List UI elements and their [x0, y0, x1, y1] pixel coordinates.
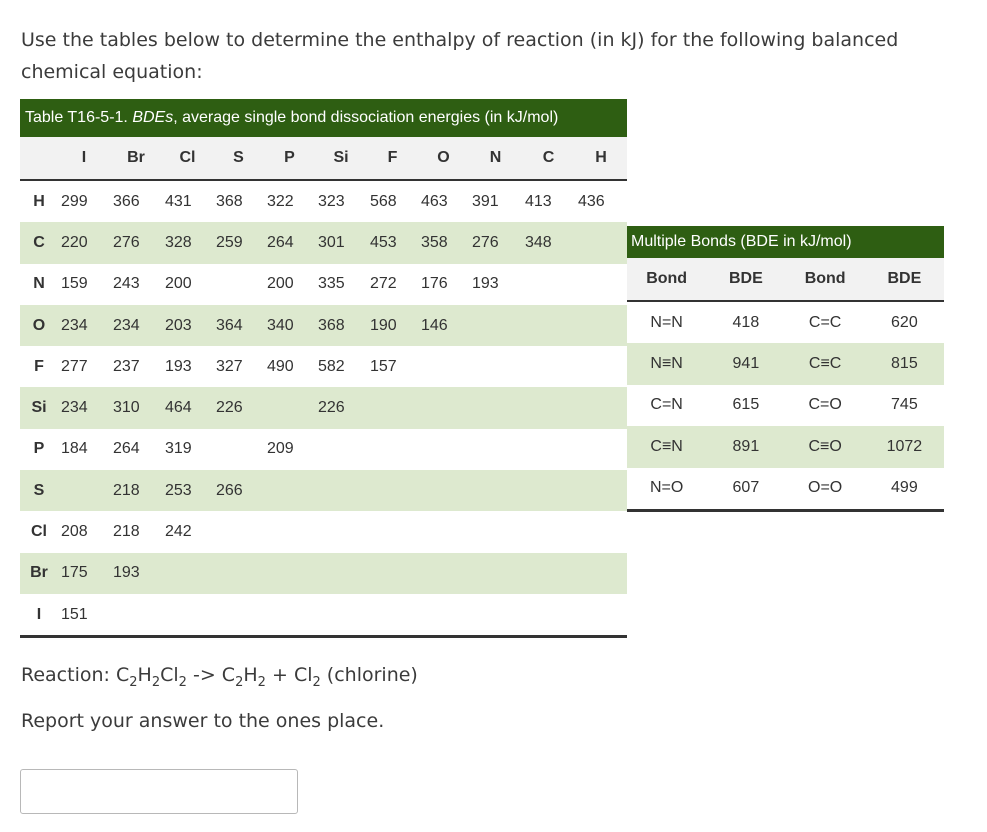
bde-cell: [575, 470, 627, 511]
bde-cell: 266: [216, 481, 243, 499]
bde-cell: [213, 511, 264, 552]
bde-cell: 941: [732, 355, 760, 373]
product1-h: H: [243, 664, 258, 686]
bde-cell: 272: [370, 275, 397, 293]
column-header: O: [437, 149, 450, 166]
reaction-plus: +: [265, 664, 294, 686]
row-header: Si: [31, 399, 47, 417]
bde-cell: 453: [370, 233, 397, 251]
bde-cell: [575, 387, 627, 428]
bond-cell: C=N: [650, 396, 683, 414]
bde-cell: 253: [165, 481, 192, 499]
table-row: [20, 346, 627, 387]
bond-cell: N=O: [649, 479, 684, 497]
bde-cell: 328: [165, 233, 192, 251]
bde-cell: 891: [732, 437, 760, 455]
bde-cell: 176: [421, 275, 448, 293]
bde-cell: 276: [113, 233, 140, 251]
table-row: [20, 553, 627, 594]
bde-cell: 157: [370, 357, 397, 375]
bde-cell: 340: [267, 316, 294, 334]
bde-cell: 218: [113, 481, 140, 499]
bde-cell: [469, 429, 522, 470]
bde-cell: 203: [165, 316, 192, 334]
bde-cell: 193: [472, 275, 499, 293]
product2-cl-sub: 2: [312, 674, 321, 690]
bde-cell: [264, 511, 315, 552]
row-header: Br: [30, 564, 48, 582]
bde-cell: [110, 594, 162, 637]
table-row: [20, 222, 627, 263]
table-row: [627, 343, 944, 384]
bde-cell: 193: [113, 564, 140, 582]
bde-cell: 368: [216, 192, 243, 210]
multiple-bond-table: [627, 226, 944, 512]
column-header: Br: [127, 149, 145, 166]
product2-formula: [293, 664, 321, 690]
bde-cell: [575, 594, 627, 637]
bond-cell: C≡C: [808, 355, 842, 373]
bde-cell: 391: [472, 192, 499, 210]
bde-cell: [469, 346, 522, 387]
bde-cell: 323: [318, 192, 345, 210]
bde-cell: [213, 594, 264, 637]
reaction-label: Reaction:: [21, 664, 116, 686]
bde-cell: [264, 470, 315, 511]
bond-cell: O=O: [808, 479, 843, 497]
product1-formula: [221, 664, 266, 690]
row-header: O: [32, 316, 46, 334]
bde-cell: 582: [318, 357, 345, 375]
bde-cell: 226: [216, 399, 243, 417]
bde-cell: [575, 511, 627, 552]
column-header: Bond: [646, 270, 688, 287]
bde-cell: 220: [61, 233, 88, 251]
table-row: [20, 264, 627, 305]
reactant-h: H: [137, 664, 152, 686]
bde-cell: 745: [891, 396, 918, 414]
bde-cell: 226: [318, 399, 345, 417]
bde-cell: 335: [318, 275, 345, 293]
column-header: BDE: [728, 270, 763, 287]
bde-cell: 322: [267, 192, 294, 210]
bde-cell: 234: [61, 399, 88, 417]
bde-cell: 200: [165, 275, 192, 293]
bde-cell: [264, 553, 315, 594]
bde-cell: [522, 470, 575, 511]
reactant-c-sub: 2: [129, 674, 138, 690]
multiple-bond-header-row: [627, 258, 944, 301]
bond-cell: C≡O: [808, 437, 842, 455]
bde-cell: 499: [891, 479, 918, 497]
bde-cell: [575, 264, 627, 305]
bde-cell: 615: [732, 396, 760, 414]
bde-cell: 358: [421, 233, 448, 251]
product1-c: C: [221, 664, 236, 686]
column-header: Si: [333, 149, 349, 166]
bde-cell: [264, 387, 315, 428]
bde-cell: 146: [421, 316, 448, 334]
row-header: S: [33, 481, 45, 499]
bde-cell: 620: [891, 313, 918, 331]
bde-cell: [367, 553, 418, 594]
bde-cell: 348: [525, 233, 552, 251]
bde-cell: [575, 346, 627, 387]
bde-cell: [575, 305, 627, 346]
bde-cell: 1072: [886, 437, 923, 455]
product1-h-sub: 2: [257, 674, 266, 690]
table-row: [20, 387, 627, 428]
table-row: [20, 511, 627, 552]
bde-cell: [418, 553, 469, 594]
column-header: F: [387, 149, 398, 166]
bde-cell: [575, 429, 627, 470]
bde-cell: 464: [165, 399, 192, 417]
bde-cell: [367, 594, 418, 637]
row-header: H: [33, 192, 45, 210]
product2-cl: Cl: [293, 664, 313, 686]
single-bond-table-caption: [20, 99, 627, 137]
bde-cell: [575, 222, 627, 263]
bde-cell: 242: [165, 523, 192, 541]
bde-cell: 364: [216, 316, 243, 334]
bde-cell: 193: [165, 357, 192, 375]
bde-cell: 276: [472, 233, 499, 251]
table-row: [627, 301, 944, 343]
single-bond-table: [20, 99, 627, 638]
bde-cell: [213, 553, 264, 594]
row-header: C: [33, 233, 45, 251]
bde-cell: 237: [113, 357, 140, 375]
bde-cell: [522, 305, 575, 346]
bde-cell: [367, 511, 418, 552]
bde-cell: 218: [113, 523, 140, 541]
column-header: BDE: [887, 270, 922, 287]
row-header: Cl: [31, 523, 47, 541]
bde-cell: 310: [113, 399, 140, 417]
bde-cell: 319: [165, 440, 192, 458]
bde-cell: [469, 553, 522, 594]
bde-cell: 463: [421, 192, 448, 210]
bde-cell: [315, 470, 367, 511]
bde-cell: 151: [61, 605, 88, 623]
bde-cell: [522, 553, 575, 594]
table-row: [627, 385, 944, 426]
reactant-h-sub: 2: [151, 674, 161, 690]
column-header: S: [233, 149, 244, 166]
bde-cell: [162, 553, 213, 594]
bde-cell: [522, 346, 575, 387]
bde-cell: [162, 594, 213, 637]
bde-cell: [264, 594, 315, 637]
bde-cell: 277: [61, 357, 88, 375]
header-corner: [20, 137, 58, 180]
bde-cell: 436: [578, 192, 605, 210]
reactant-cl: Cl: [160, 664, 179, 686]
bde-cell: 490: [267, 357, 294, 375]
bde-cell: [315, 511, 367, 552]
multiple-bond-table-caption: Multiple Bonds (BDE in kJ/mol): [627, 226, 944, 258]
bond-cell: N=N: [650, 313, 683, 331]
caption-italic: BDEs: [132, 109, 174, 126]
bde-cell: [575, 553, 627, 594]
bde-cell: 234: [113, 316, 140, 334]
reactant-formula: [115, 664, 187, 690]
bond-cell: C=C: [808, 313, 842, 331]
bde-cell: 234: [61, 316, 88, 334]
bde-cell: 815: [891, 355, 918, 373]
report-instruction: Report your answer to the ones place.: [21, 710, 385, 732]
table-row: [20, 180, 627, 222]
bde-cell: [315, 594, 367, 637]
bde-cell: 418: [732, 313, 760, 331]
reactant-c: C: [115, 664, 130, 686]
column-header: H: [595, 149, 607, 166]
bde-cell: [522, 264, 575, 305]
row-header: I: [36, 605, 42, 623]
bde-cell: 190: [370, 316, 397, 334]
bde-cell: 184: [61, 440, 88, 458]
bde-cell: 175: [61, 564, 88, 582]
bde-cell: 327: [216, 357, 243, 375]
bde-cell: [418, 429, 469, 470]
single-bond-header-row: [20, 137, 627, 180]
reaction-line: [21, 660, 418, 698]
bond-cell: C=O: [808, 396, 842, 414]
bond-cell: N≡N: [650, 355, 683, 373]
caption-suffix: , average single bond dissociation energies (in kJ/mol): [173, 109, 559, 126]
bde-cell: [469, 594, 522, 637]
bde-cell: 264: [113, 440, 140, 458]
bde-cell: [58, 470, 110, 511]
column-header: Bond: [804, 270, 846, 287]
bde-cell: [315, 429, 367, 470]
column-header: N: [489, 149, 502, 166]
reaction-note: (chlorine): [320, 664, 418, 686]
bde-cell: [469, 470, 522, 511]
column-header: I: [81, 149, 87, 166]
row-header: P: [33, 440, 45, 458]
bde-cell: [213, 429, 264, 470]
bde-cell: 243: [113, 275, 140, 293]
product1-c-sub: 2: [235, 674, 244, 690]
bde-cell: 366: [113, 192, 140, 210]
question-prompt: Use the tables below to determine the enthalpy of reaction (in kJ) for the following balanced chemical equation:: [21, 29, 899, 83]
bde-cell: 431: [165, 192, 192, 210]
bde-cell: 607: [732, 479, 760, 497]
single-bond-grid: [20, 137, 627, 638]
bde-cell: [522, 511, 575, 552]
reaction-arrow: ->: [186, 664, 222, 686]
bde-cell: [315, 553, 367, 594]
bde-cell: [522, 387, 575, 428]
bde-cell: [469, 511, 522, 552]
bde-cell: [418, 511, 469, 552]
bde-cell: 209: [267, 440, 294, 458]
table-row: [20, 470, 627, 511]
column-header: P: [284, 149, 295, 166]
table-row: [20, 429, 627, 470]
answer-input[interactable]: [20, 769, 298, 814]
row-header: F: [34, 357, 44, 375]
bde-cell: 368: [318, 316, 345, 334]
table-row: [20, 305, 627, 346]
bde-cell: [522, 429, 575, 470]
bde-cell: 413: [525, 192, 552, 210]
bde-cell: 568: [370, 192, 397, 210]
row-header: N: [33, 275, 45, 293]
bde-cell: 208: [61, 523, 88, 541]
bde-cell: [522, 594, 575, 637]
caption-prefix: Table T16-5-1.: [25, 109, 133, 126]
bde-cell: [213, 264, 264, 305]
column-header: Cl: [179, 149, 196, 166]
bde-cell: [469, 305, 522, 346]
bde-cell: 301: [318, 233, 345, 251]
bond-cell: C≡N: [650, 437, 683, 455]
bde-cell: 299: [61, 192, 88, 210]
bde-cell: [418, 594, 469, 637]
reactant-cl-sub: 2: [178, 674, 187, 690]
table-row: [627, 468, 944, 511]
multiple-bond-grid: [627, 258, 944, 512]
bde-cell: [367, 470, 418, 511]
bde-cell: 159: [61, 275, 88, 293]
bde-cell: [418, 346, 469, 387]
bde-cell: 264: [267, 233, 294, 251]
bde-cell: 259: [216, 233, 243, 251]
bde-cell: [418, 470, 469, 511]
bde-cell: [367, 387, 418, 428]
bde-cell: [418, 387, 469, 428]
bde-cell: 200: [267, 275, 294, 293]
table-row: [627, 426, 944, 467]
bde-cell: [469, 387, 522, 428]
table-row: [20, 594, 627, 637]
bde-cell: [367, 429, 418, 470]
column-header: C: [542, 149, 555, 166]
